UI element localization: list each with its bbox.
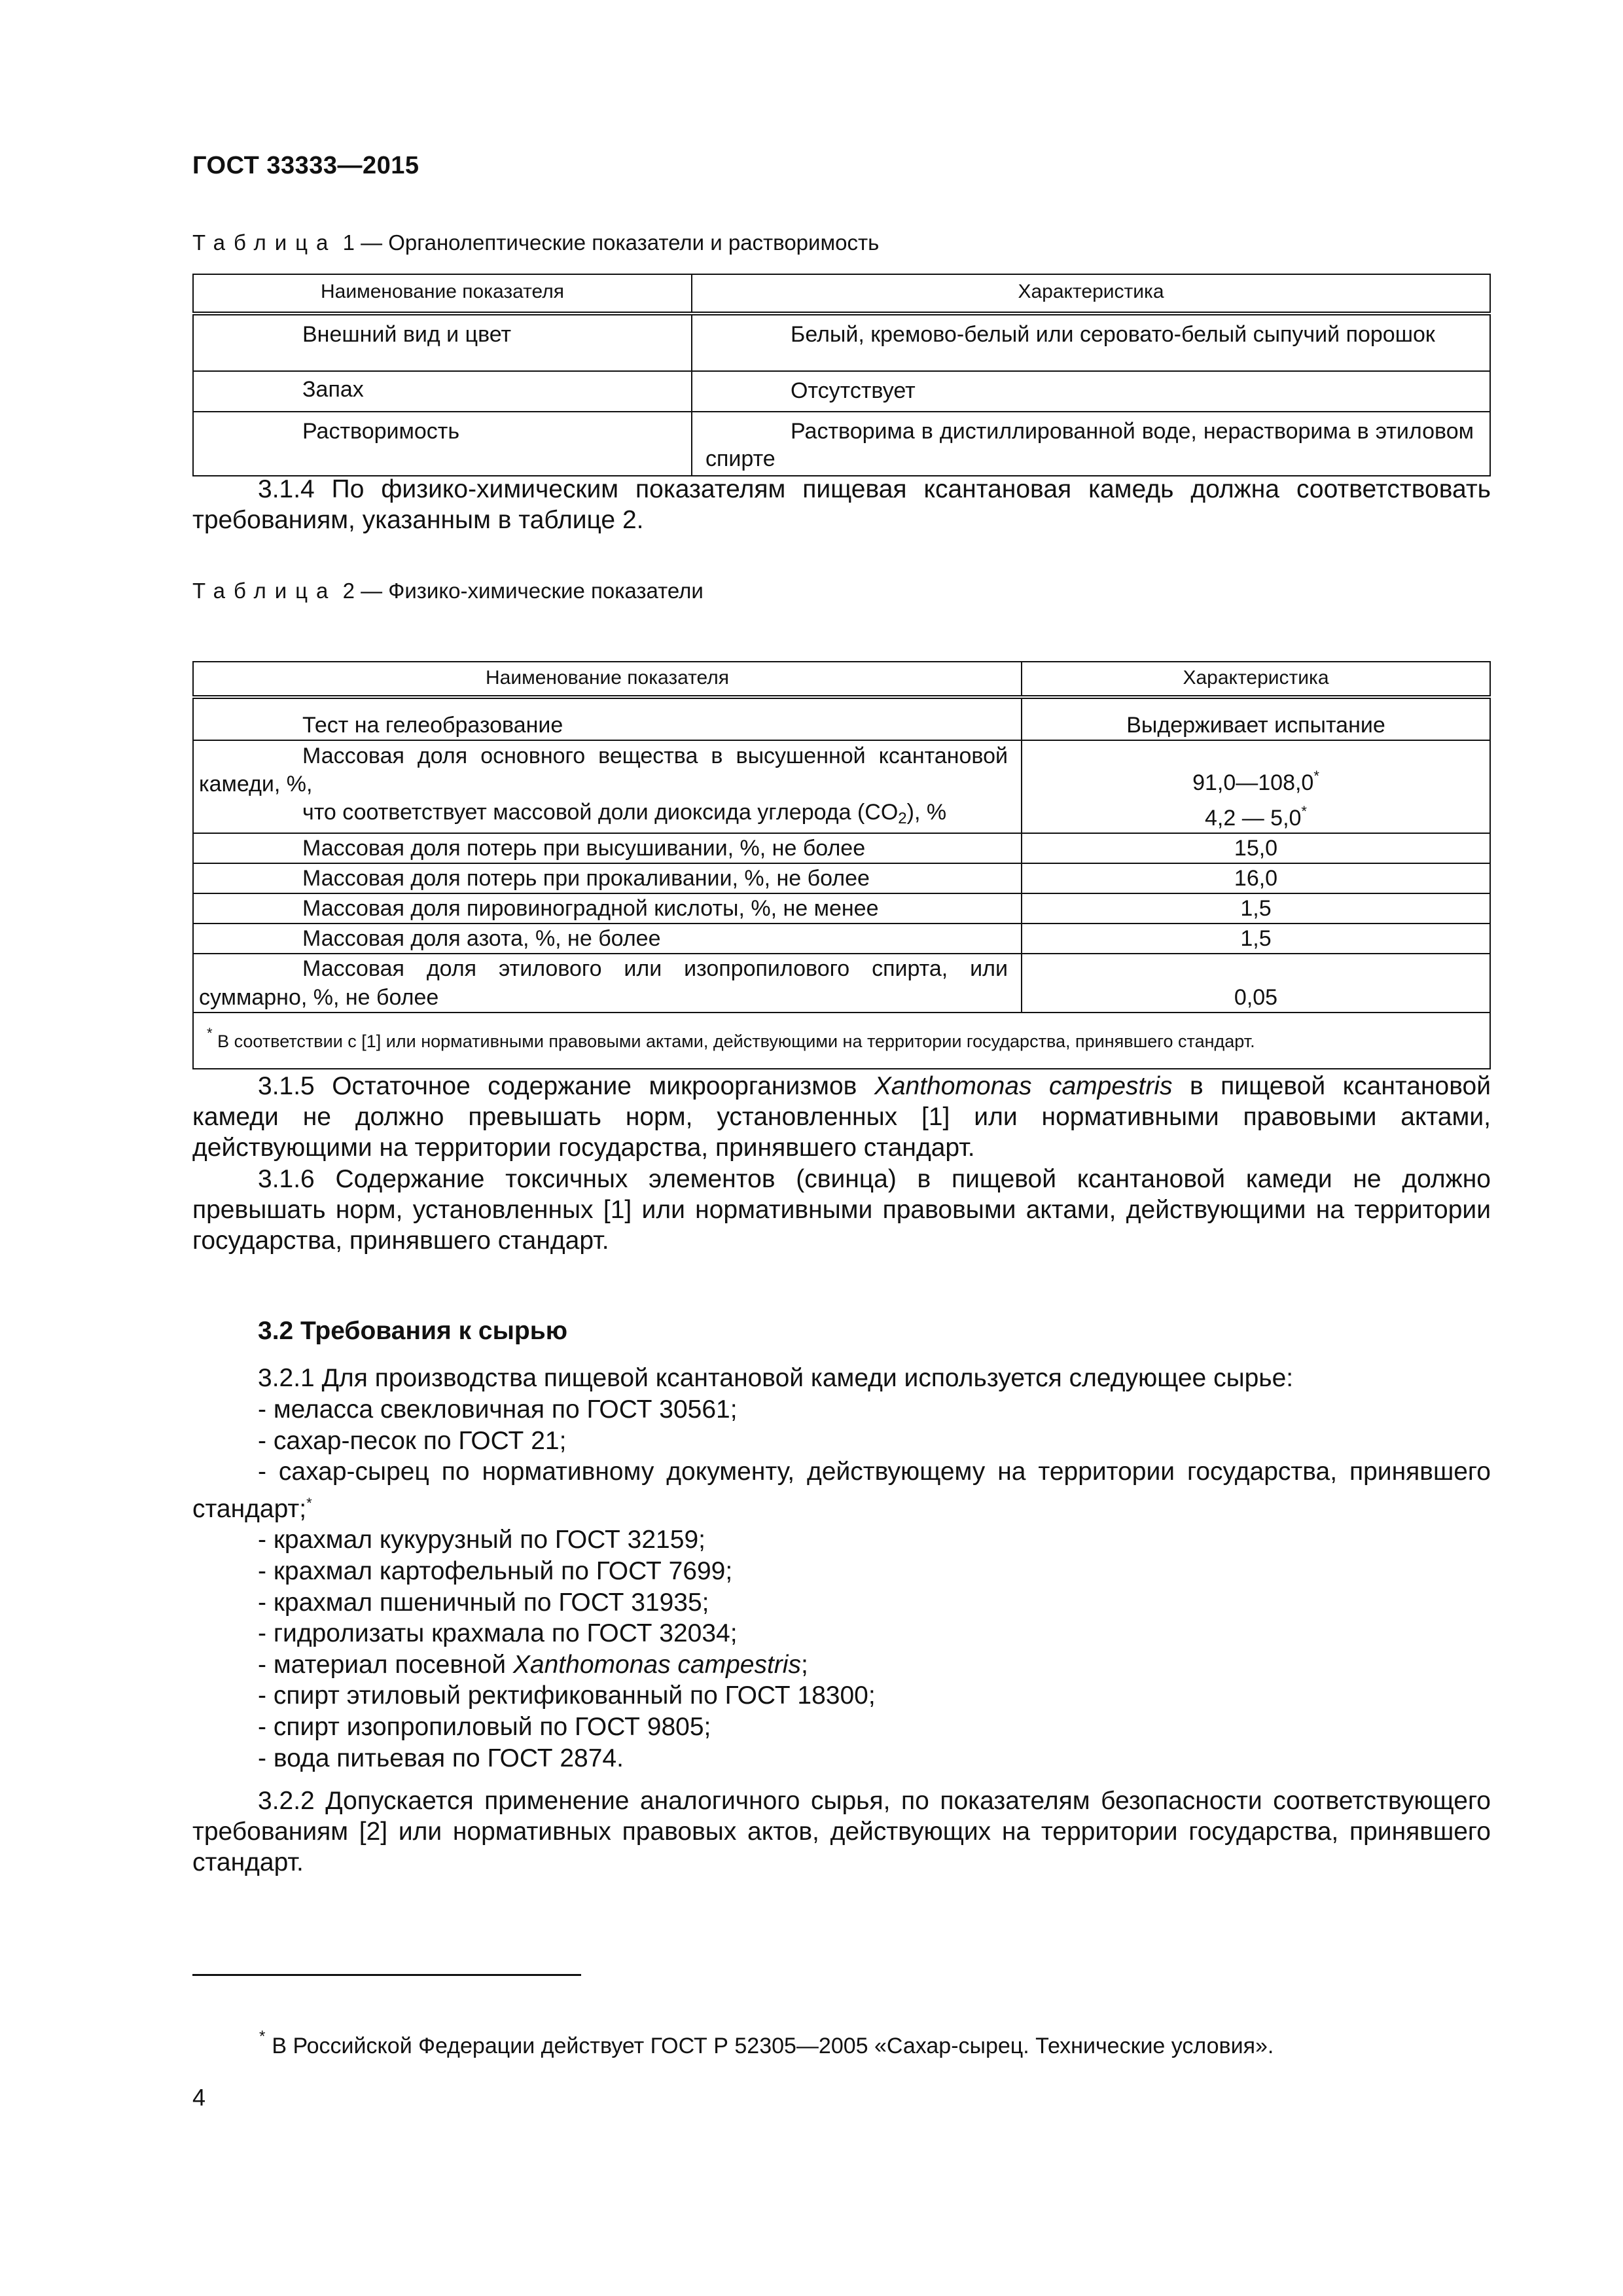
- table-row: [193, 740, 1490, 833]
- table-row: [193, 833, 1490, 863]
- list-item: - спирт изопропиловый по ГОСТ 9805;: [258, 1712, 711, 1741]
- table1-row3-name: Растворимость: [193, 412, 692, 476]
- list-item: - крахмал пшеничный по ГОСТ 31935;: [258, 1588, 709, 1617]
- page-number: 4: [192, 2084, 206, 2111]
- organism-name: Xanthomonas campestris: [874, 1072, 1173, 1100]
- list-item: - материал посевной Xanthomonas campestris;: [258, 1650, 808, 1679]
- list-item: - гидролизаты крахмала по ГОСТ 32034;: [258, 1619, 738, 1648]
- table2-footnote-row: [193, 1013, 1490, 1069]
- table1-caption-word: Таблица: [192, 230, 337, 255]
- table1-col2-header: Характеристика: [692, 274, 1490, 314]
- table2-header-row: [193, 662, 1490, 697]
- table2-row1-name: Тест на гелеобразование: [193, 697, 1022, 740]
- table2-caption-rest: 2 — Физико-химические показатели: [342, 579, 704, 603]
- table-row: [193, 954, 1490, 1013]
- list-item: - крахмал кукурузный по ГОСТ 32159;: [258, 1526, 705, 1554]
- list-item: - спирт этиловый ректификованный по ГОСТ 18300;: [258, 1681, 876, 1710]
- table1-row1-name: Внешний вид и цвет: [193, 314, 692, 371]
- table2-caption: [192, 579, 704, 603]
- table2-row7-name: Массовая доля этилового или изопропилового спирта, или суммарно, %, не более: [193, 954, 1022, 1013]
- table2-row6-name: Массовая доля азота, %, не более: [193, 924, 1022, 954]
- table2-row2-value: 91,0—108,0* 4,2 — 5,0*: [1022, 740, 1490, 833]
- table1-col1-header: Наименование показателя: [193, 274, 692, 314]
- table2-row2-name: Массовая доля основного вещества в высушенной ксантановой камеди, %, что соответствует массовой доли диоксида углерода $(CO_2)$, %: [193, 740, 1022, 833]
- table1-row1-value: Белый, кремово-белый или серовато-белый сыпучий порошок: [692, 314, 1490, 371]
- raw-materials-list: [192, 1394, 1491, 1774]
- table-row: [193, 893, 1490, 924]
- table1-row2-name: Запах: [193, 371, 692, 412]
- paragraph-3-1-4: 3.1.4 По физико-химическим показателям пищевая ксантановая камедь должна соответствовать требованиям, указанным в таблице 2.: [192, 475, 1491, 534]
- table-row: [193, 863, 1490, 893]
- table-row: [193, 314, 1490, 371]
- table2-physicochemical: [192, 661, 1491, 1069]
- table2-row7-value: 0,05: [1022, 954, 1490, 1013]
- list-item: - крахмал картофельный по ГОСТ 7699;: [258, 1556, 733, 1585]
- table-row: [193, 697, 1490, 740]
- paragraph-3-2-1: 3.2.1 Для производства пищевой ксантановой камеди используется следующее сырье:: [258, 1364, 1294, 1392]
- table2-row4-value: 16,0: [1022, 863, 1490, 893]
- standard-header: ГОСТ 33333—2015: [192, 152, 419, 179]
- table2-row3-name: Массовая доля потерь при высушивании, %, не более: [193, 833, 1022, 863]
- table2-row4-name: Массовая доля потерь при прокаливании, %, не более: [193, 863, 1022, 893]
- table2-row3-value: 15,0: [1022, 833, 1490, 863]
- table2-caption-word: Таблица: [192, 579, 337, 603]
- table-row: [193, 412, 1490, 476]
- table1-row2-value: Отсутствует: [692, 371, 1490, 412]
- table2-col1-header: Наименование показателя: [193, 662, 1022, 697]
- list-item: - сахар-сырец по нормативному документу, действующему на территории государства, принявшего стандарт;*: [192, 1458, 1491, 1523]
- page-footnote: * В Российской Федерации действует ГОСТ Р 52305—2005 «Сахар-сырец. Технические условия».: [259, 2028, 1274, 2058]
- table1-row3-value: Растворима в дистиллированной воде, нерастворима в этиловом спирте: [692, 412, 1490, 476]
- table2-col2-header: Характеристика: [1022, 662, 1490, 697]
- table2-row6-value: 1,5: [1022, 924, 1490, 954]
- table2-footnote: * В соответствии с [1] или нормативными правовыми актами, действующими на территории государства, принявшего стандарт.: [193, 1013, 1490, 1069]
- section-heading-3-2: 3.2 Требования к сырью: [258, 1317, 568, 1345]
- table1-caption-rest: 1 — Органолептические показатели и растворимость: [342, 230, 880, 255]
- paragraph-3-2-2: 3.2.2 Допускается применение аналогичного сырья, по показателям безопасности соответствующего требованиям [2] или нормативных правовых актов, действующих на территории государства, принявшего стандарт.: [192, 1787, 1491, 1876]
- table2-row5-value: 1,5: [1022, 893, 1490, 924]
- list-item: - сахар-песок по ГОСТ 21;: [258, 1426, 567, 1455]
- table1-caption: [192, 230, 879, 255]
- list-item: - вода питьевая по ГОСТ 2874.: [258, 1744, 624, 1772]
- paragraph-3-1-6: 3.1.6 Содержание токсичных элементов (свинца) в пищевой ксантановой камеди не должно превышать норм, установленных [1] или нормативными правовыми актами, действующими на территории государства, принявшего стандарт.: [192, 1165, 1491, 1255]
- table2-row1-value: Выдерживает испытание: [1022, 697, 1490, 740]
- list-item: - меласса свекловичная по ГОСТ 30561;: [258, 1395, 738, 1424]
- table-row: [193, 371, 1490, 412]
- table2-row5-name: Массовая доля пировиноградной кислоты, %, не менее: [193, 893, 1022, 924]
- table1-organoleptic: [192, 274, 1491, 476]
- table1-header-row: [193, 274, 1490, 314]
- paragraph-3-1-5: 3.1.5 Остаточное содержание микроорганизмов Xanthomonas campestris в пищевой ксантановой камеди не должно превышать норм, установленных [1] или нормативными правовыми актами, действующими на территории государства, принявшего стандарт.: [192, 1072, 1491, 1162]
- table-row: [193, 924, 1490, 954]
- footnote-divider: [192, 1974, 581, 1976]
